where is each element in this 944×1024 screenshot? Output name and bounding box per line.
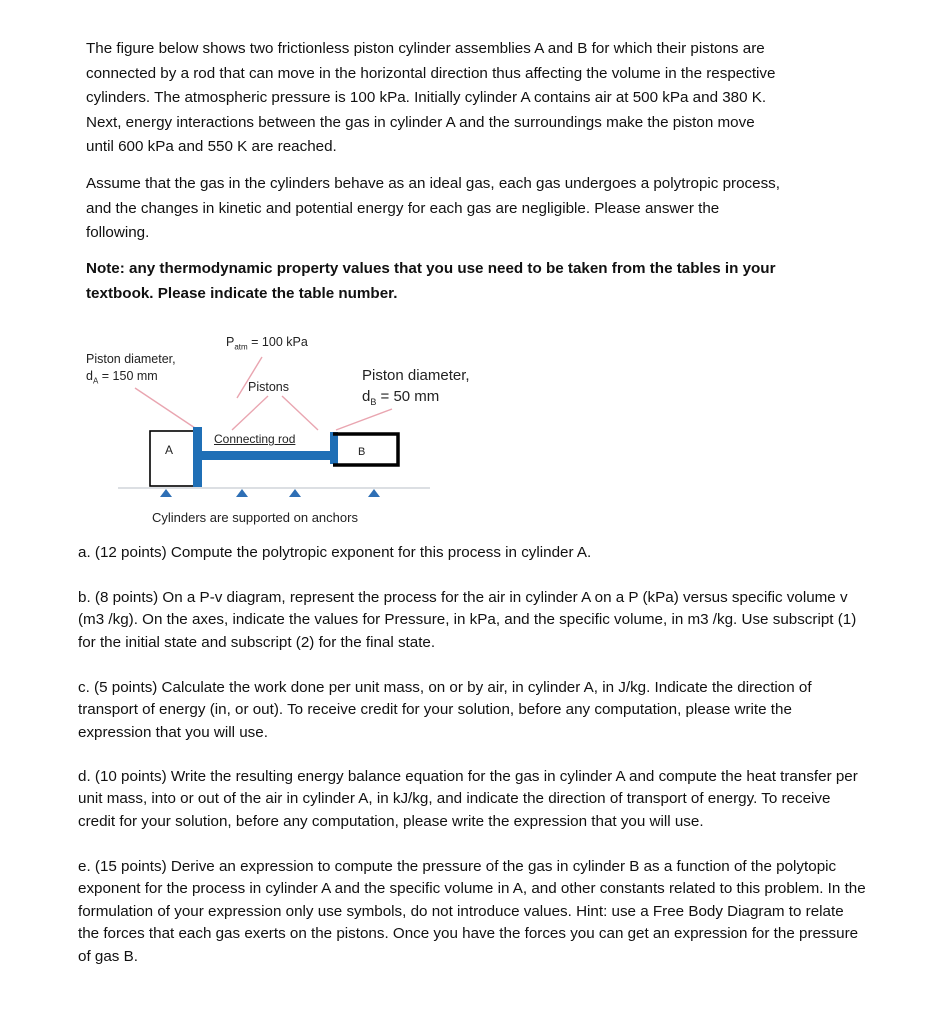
question-b: b. (8 points) On a P-v diagram, represent the process for the air in cylinder A on a P (kPa) versus specific volume v (m3 /kg). On the axes, indicate the values for Pressure, in kPa, and the specific volume, in m3 /kg. Use subscript (1) for the initial state and subscript (2) for the final state. — [78, 589, 857, 651]
pointer-line-piston-b — [282, 396, 318, 430]
connecting-rod — [200, 451, 333, 460]
cylinder-b — [333, 434, 398, 465]
question-e: e. (15 points) Derive an expression to compute the pressure of the gas in cylinder B as a function of the polytopic exponent for the process in cylinder A and the specific volume in A, and other constants related to this problem. In the formulation of your expression only use symbols, do not introduce values. Hint: use a Free Body Diagram to relate the forces that each gas exerts on the pistons. Once you have the forces you can get an expression for the pressure of gas B. — [78, 858, 866, 965]
piston-b-diameter-label: Piston diameter, $d_B = 50$ mm — [362, 367, 470, 407]
pointer-line-diameter-a — [135, 388, 198, 430]
anchor-triangle — [368, 489, 380, 497]
intro-paragraph-2: Assume that the gas in the cylinders behave as an ideal gas, each gas undergoes a polytropic process, and the changes in kinetic and potential energy for each gas are negligible. Please answer the following. — [86, 175, 780, 242]
pistons-label: Pistons — [248, 380, 289, 394]
connecting-rod-label: Connecting rod — [214, 432, 296, 446]
cylinder-b-label: B — [358, 446, 366, 458]
anchor-triangle — [289, 489, 301, 497]
intro-paragraph-1: The figure below shows two frictionless piston cylinder assemblies A and B for which their pistons are connected by a rod that can move in the horizontal direction thus affecting the volume in the respective cylinders. The atmospheric pressure is 100 kPa. Initially cylinder A contains air at 500 kPa and 380 K. Next, energy interactions between the gas in cylinder A and the surroundings make the piston move until 600 kPa and 550 K are reached. — [86, 40, 776, 156]
figure-caption: Cylinders are supported on anchors — [152, 510, 358, 525]
question-a: a. (12 points) Compute the polytropic exponent for this process in cylinder A. — [78, 544, 592, 561]
question-d: d. (10 points) Write the resulting energy balance equation for the gas in cylinder A and compute the heat transfer per unit mass, into or out of the air in cylinder A, in kJ/kg, and indicate the direction of transport of energy. To receive credit for your solution, before any computation, please write the expression that you will use. — [78, 768, 858, 830]
textbook-note: Note: any thermodynamic property values that you use need to be taken from the tables in your textbook. Please indicate the table number. — [86, 260, 776, 302]
piston-a-diameter-label: Piston diameter, $d_A = 150$ mm — [86, 352, 176, 386]
pointer-line-piston-a — [232, 396, 268, 430]
piston-b — [330, 432, 338, 464]
anchor-triangle — [160, 489, 172, 497]
cylinder-a-label: A — [165, 443, 174, 457]
question-c: c. (5 points) Calculate the work done per unit mass, on or by air, in cylinder A, in J/kg. Indicate the direction of transport of energy (in, or out). To receive credit for your solution, before any computation, please write the expression that you will use. — [78, 679, 812, 741]
anchor-triangle — [236, 489, 248, 497]
atmospheric-pressure-label: $P_{atm} = 100$ kPa — [226, 335, 308, 352]
